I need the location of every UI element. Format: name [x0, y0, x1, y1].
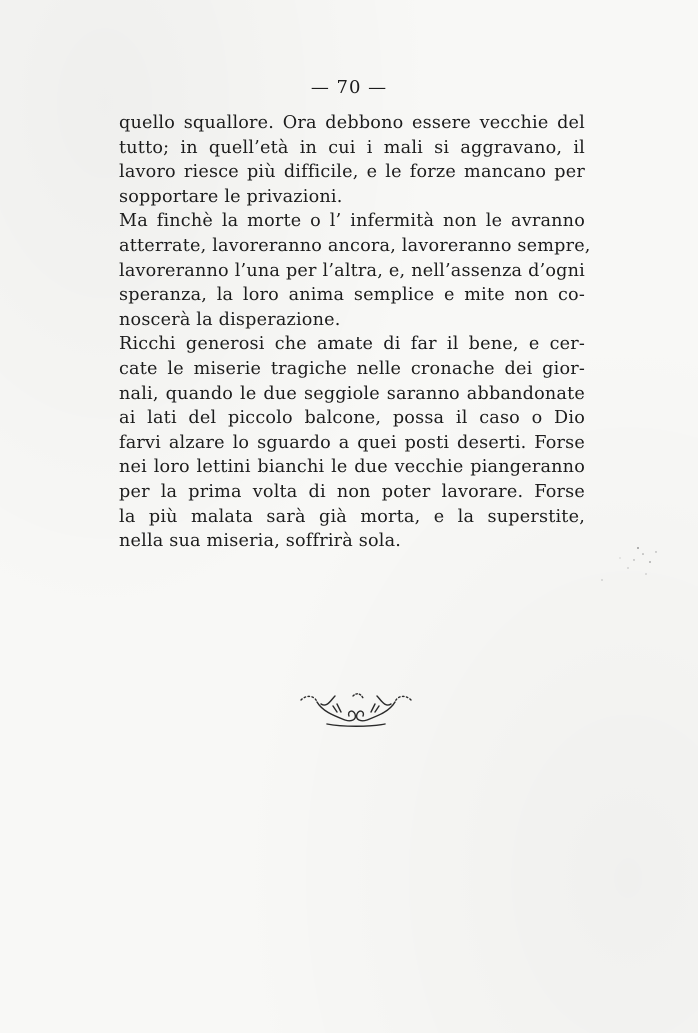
text-line: atterrate, lavoreranno ancora, lavoreranno sempre,	[119, 235, 591, 256]
text-line: tutto; in quell’età in cui i mali si aggravano, il	[119, 137, 585, 158]
text-line: lavoro riesce più difficile, e le forze mancano per	[119, 162, 585, 183]
flourish-ornament-icon	[297, 690, 415, 728]
text-line: sopportare le privazioni.	[119, 186, 343, 207]
text-line: nali, quando le due seggiole saranno abbandonate	[119, 383, 585, 404]
page-number: — 70 —	[310, 77, 388, 98]
text-line: noscerà la disperazione.	[119, 309, 341, 330]
text-line: per la prima volta di non poter lavorare. Forse	[119, 481, 585, 502]
text-line: lavoreranno l’una per l’altra, e, nell’assenza d’ogni	[119, 260, 585, 281]
text-line: Ma finchè la morte o l’ infermità non le avranno	[119, 211, 585, 232]
body-text	[119, 111, 591, 554]
text-line: cate le miserie tragiche nelle cronache dei gior-	[119, 358, 585, 379]
text-line: nella sua miseria, soffrirà sola.	[119, 531, 402, 552]
text-line: nei loro lettini bianchi le due vecchie piangeranno	[119, 457, 585, 478]
text-line: la più malata sarà già morta, e la superstite,	[119, 506, 585, 527]
paper-speckles	[590, 540, 670, 600]
text-line: Ricchi generosi che amate di far il bene, e cer-	[119, 334, 585, 355]
text-line: speranza, la loro anima semplice e mite non co-	[119, 285, 585, 306]
text-line: ai lati del piccolo balcone, possa il caso o Dio	[119, 408, 585, 429]
text-line: farvi alzare lo sguardo a quei posti deserti. Forse	[119, 432, 585, 453]
text-line: quello squallore. Ora debbono essere vecchie del	[119, 113, 585, 133]
